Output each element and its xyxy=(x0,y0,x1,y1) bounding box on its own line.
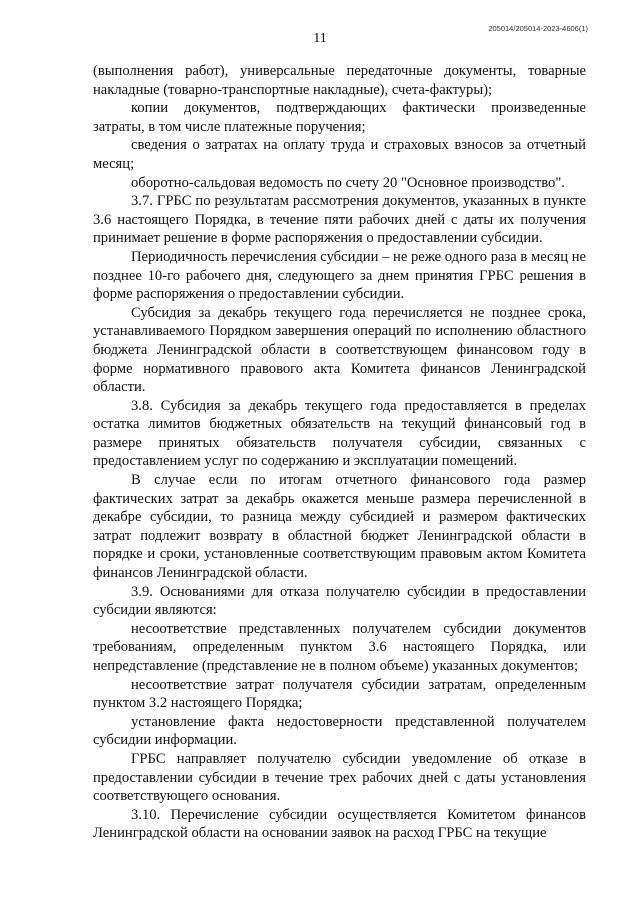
paragraph-4: оборотно-сальдовая ведомость по счету 20 "Основное производство". xyxy=(131,174,565,191)
document-id: 205014/205014-2023-4606(1) xyxy=(488,24,588,33)
paragraph-1: (выполнения работ), универсальные передаточные документы, товарные накладные (товарно-транспортные накладные), счета-фактуры); xyxy=(93,63,586,98)
paragraph-9: В случае если по итогам отчетного финансового года размер фактических затрат за декабрь окажется меньше размера перечисленной в декабре субсидии, то разница между субсидией и размером фактических затрат подлежит возврату в областной бюджет Ленинградской области в порядке и сроки, установленные соответствующим правовым актом Комитета финансов Ленинградской области. xyxy=(93,472,586,582)
paragraph-8: 3.8. Субсидия за декабрь текущего года предоставляется в пределах остатка лимитов бюджетных обязательств на текущий финансовый год в размере принятых обязательств получателя субсидии, связанных с предоставлением услуг по содержанию и эксплуатации помещений. xyxy=(93,397,586,470)
paragraph-12: несоответствие затрат получателя субсидии затратам, определенным пунктом 3.2 настоящего Порядка; xyxy=(93,676,586,712)
paragraph-3: сведения о затратах на оплату труда и страховых взносов за отчетный месяц; xyxy=(93,137,586,172)
paragraph-5: 3.7. ГРБС по результатам рассмотрения документов, указанных в пункте 3.6 настоящего Порядка, в течение пяти рабочих дней с даты их получения принимает решение в форме распоряжения о предоставлении субсидии. xyxy=(93,193,586,247)
paragraph-7: Субсидия за декабрь текущего года перечисляется не позднее срока, устанавливаемого Порядком завершения операций по исполнению областного бюджета Ленинградской области в соответствующем финансовом году в форме нормативного правового акта Комитета финансов Ленинградской области. xyxy=(93,304,586,396)
document-body xyxy=(93,62,586,843)
paragraph-6: Периодичность перечисления субсидии – не реже одного раза в месяц не позднее 10-го рабочего дня, следующего за днем принятия ГРБС решения в форме распоряжения о предоставлении субсидии. xyxy=(93,248,586,303)
paragraph-15: 3.10. Перечисление субсидии осуществляется Комитетом финансов Ленинградской области на основании заявок на расход ГРБС на текущие xyxy=(93,806,586,842)
paragraph-2: копии документов, подтверждающих фактически произведенные затраты, в том числе платежные поручения; xyxy=(93,100,586,135)
paragraph-14: ГРБС направляет получателю субсидии уведомление об отказе в предоставлении субсидии в течение трех рабочих дней с даты установления соответствующего основания. xyxy=(93,750,586,805)
page-number: 11 xyxy=(313,31,327,46)
paragraph-13: установление факта недостоверности представленной получателем субсидии информации. xyxy=(93,713,586,749)
paragraph-10: 3.9. Основаниями для отказа получателю субсидии в предоставлении субсидии являются: xyxy=(93,583,586,619)
paragraph-11: несоответствие представленных получателем субсидии документов требованиям, определенным пунктом 3.6 настоящего Порядка, или непредставление (представление не в полном объеме) указанных документов; xyxy=(93,620,586,674)
